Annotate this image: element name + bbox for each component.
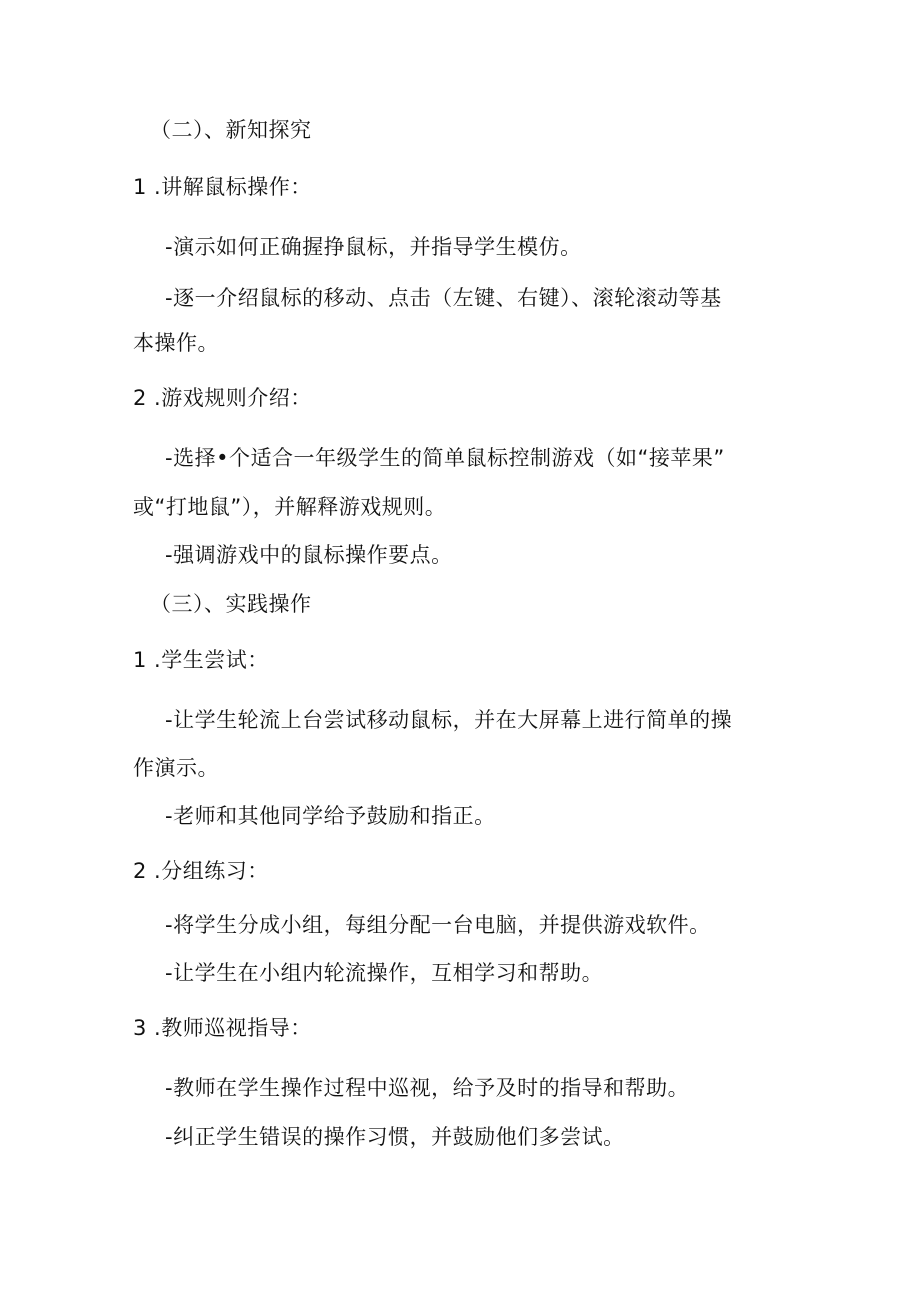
bullet-line: -教师在学生操作过程中巡视，给予及时的指导和帮助。	[165, 1076, 690, 1100]
section-heading: （三）、实践操作	[150, 592, 312, 616]
numbered-heading: 2 .游戏规则介绍：	[133, 386, 312, 410]
continuation-line: 或“打地鼠”），并解释游戏规则。	[133, 495, 447, 519]
continuation-line: 本操作。	[133, 331, 219, 355]
numbered-heading: 1 .学生尝试：	[133, 648, 269, 672]
bullet-line: -选择•个适合一年级学生的简单鼠标控制游戏（如“接苹果”	[165, 446, 725, 470]
numbered-heading: 1 .讲解鼠标操作：	[133, 175, 312, 199]
bullet-line: -老师和其他同学给予鼓励和指正。	[165, 804, 496, 828]
numbered-heading: 3 .教师巡视指导：	[133, 1016, 312, 1040]
bullet-line: -演示如何正确握挣鼠标，并指导学生模仿。	[165, 235, 582, 259]
section-heading: （二）、新知探究	[150, 118, 312, 142]
bullet-line: -让学生在小组内轮流操作，互相学习和帮助。	[165, 961, 604, 985]
continuation-line: 作演示。	[133, 756, 219, 780]
numbered-heading: 2 .分组练习：	[133, 859, 269, 883]
bullet-line: -逐一介绍鼠标的移动、点击（左键、右键）、滚轮滚动等基	[165, 286, 722, 310]
bullet-line: -强调游戏中的鼠标操作要点。	[165, 543, 453, 567]
bullet-line: -将学生分成小组，每组分配一台电脑，并提供游戏软件。	[165, 913, 711, 937]
bullet-line: -让学生轮流上台尝试移动鼠标，并在大屏幕上进行简单的操	[165, 708, 733, 732]
bullet-line: -纠正学生错误的操作习惯，并鼓励他们多尝试。	[165, 1125, 625, 1149]
